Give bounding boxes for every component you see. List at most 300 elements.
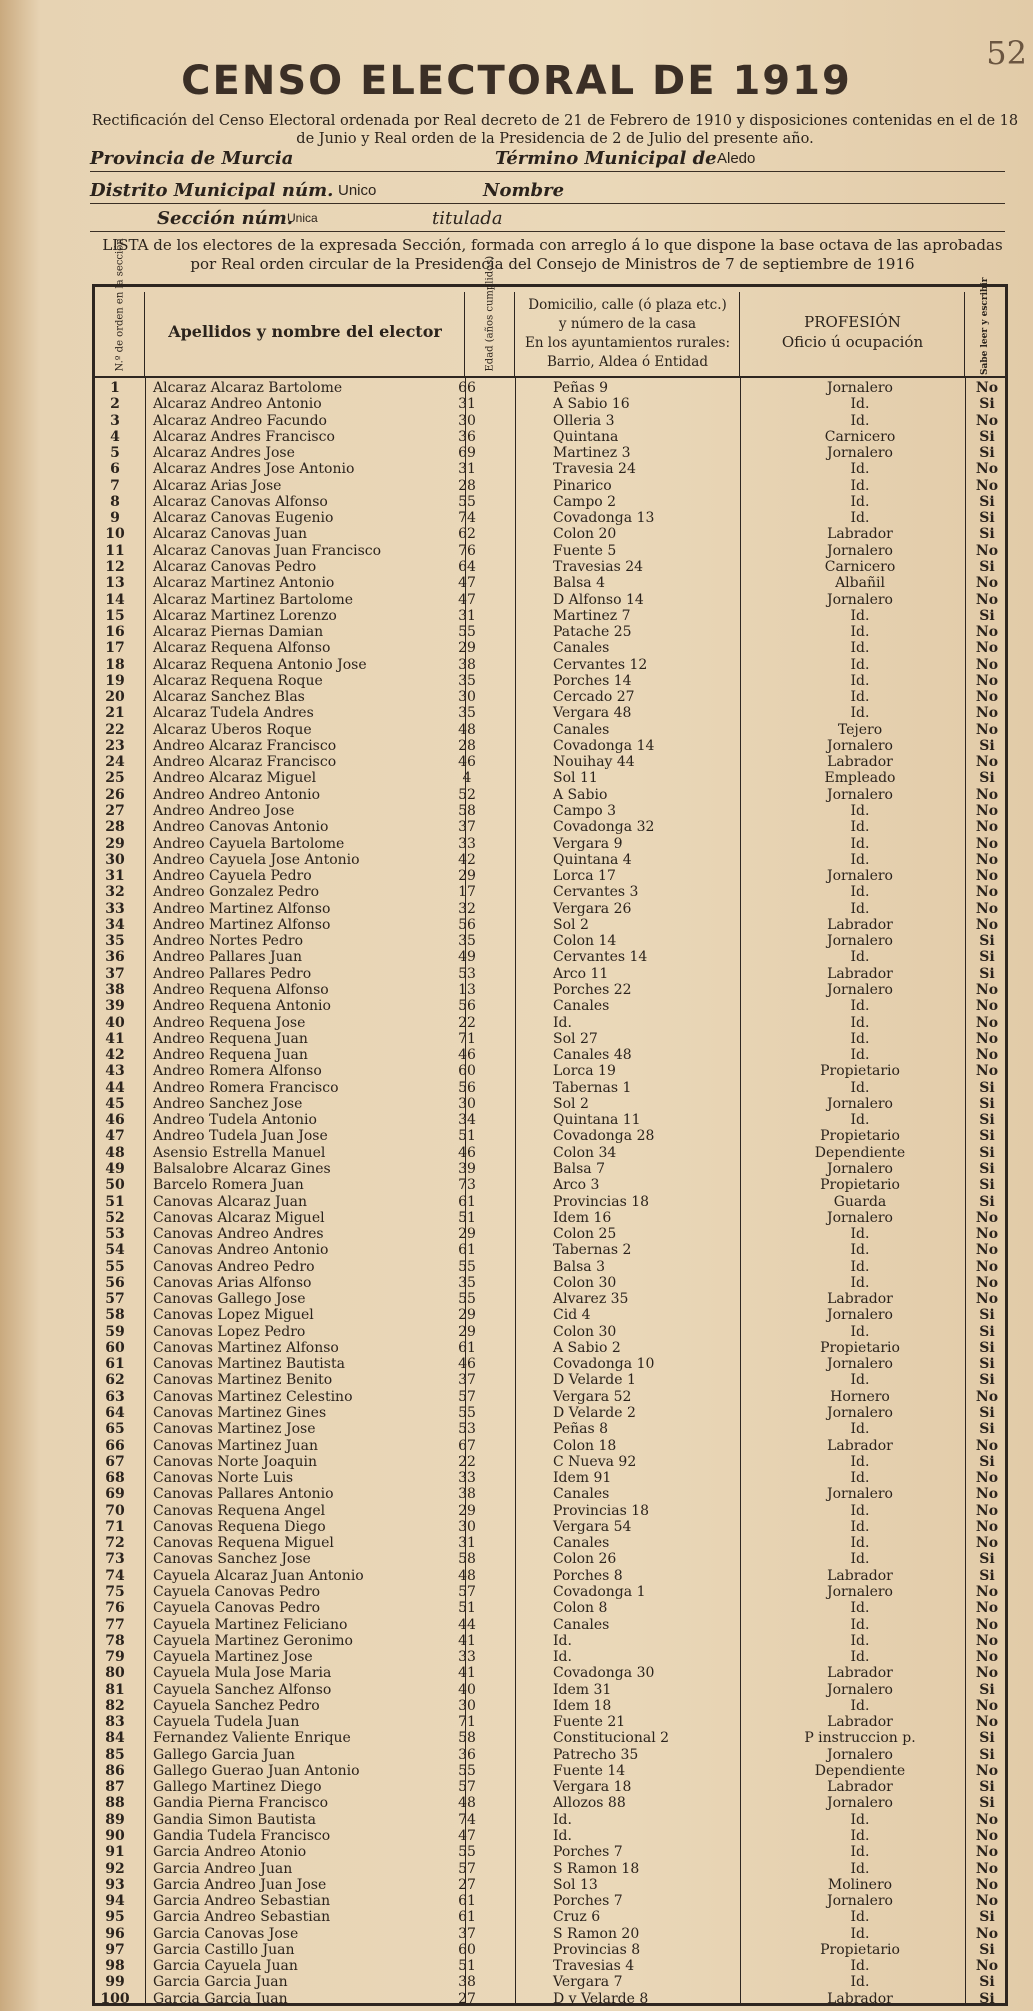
elector-profession: Id. [850, 396, 870, 413]
elector-age: 46 [458, 1144, 476, 1161]
elector-name: Alcaraz Requena Antonio Jose [153, 656, 367, 673]
elector-age: 35 [458, 1274, 476, 1291]
elector-age: 31 [458, 396, 476, 413]
elector-profession: Id. [850, 510, 870, 527]
table-row [95, 1600, 1005, 1616]
elector-name: Andreo Tudela Antonio [153, 1112, 317, 1129]
row-number: 66 [105, 1437, 125, 1454]
elector-age: 33 [458, 835, 476, 852]
elector-name: Garcia Castillo Juan [153, 1941, 295, 1958]
table-row [95, 966, 1005, 982]
row-number: 44 [105, 1079, 125, 1096]
elector-literacy: No [975, 1535, 999, 1552]
elector-profession: Jornalero [827, 1893, 893, 1910]
elector-literacy: No [975, 884, 999, 901]
elector-address: Id. [553, 1649, 572, 1666]
table-row [95, 1503, 1005, 1519]
table-row [95, 640, 1005, 656]
elector-address: Vergara 54 [553, 1518, 632, 1535]
elector-literacy: No [975, 1958, 999, 1975]
row-number: 76 [105, 1600, 125, 1617]
elector-literacy: No [975, 640, 999, 657]
elector-name: Canovas Martinez Gines [153, 1405, 327, 1421]
elector-name: Andreo Requena Antonio [153, 998, 331, 1015]
elector-address: Lorca 19 [553, 1063, 616, 1080]
elector-profession: Id. [850, 851, 870, 868]
row-number: 3 [110, 412, 120, 429]
elector-literacy: Si [979, 526, 995, 543]
row-number: 85 [105, 1746, 125, 1763]
row-number: 34 [105, 916, 125, 933]
elector-address: Vergara 52 [553, 1388, 632, 1405]
elector-name: Cayuela Canovas Pedro [153, 1600, 321, 1617]
table-row [95, 949, 1005, 965]
elector-profession: Labrador [827, 1665, 893, 1682]
elector-address: Sol 13 [553, 1876, 598, 1893]
elector-name: Alcaraz Requena Roque [153, 672, 323, 689]
header-name [145, 292, 465, 376]
table-row [95, 1128, 1005, 1144]
header-sabe-text: Sabe leer y escribir [980, 277, 990, 375]
elector-name: Canovas Lopez Pedro [153, 1323, 306, 1340]
elector-name: Garcia Andreo Atonio [153, 1844, 307, 1861]
elector-literacy: No [975, 1437, 999, 1454]
elector-age: 57 [458, 1860, 476, 1877]
row-number: 37 [105, 965, 125, 982]
table-row [95, 1372, 1005, 1388]
table-row [95, 917, 1005, 933]
elector-literacy: No [975, 916, 999, 933]
row-number: 64 [105, 1405, 125, 1421]
elector-profession: Labrador [827, 1291, 893, 1308]
table-row [95, 1421, 1005, 1437]
elector-address: Covadonga 30 [553, 1665, 655, 1682]
elector-age: 17 [458, 884, 476, 901]
elector-profession: Jornalero [827, 737, 893, 754]
elector-address: Idem 31 [553, 1681, 612, 1698]
elector-name: Canovas Requena Miguel [153, 1535, 334, 1552]
elector-age: 39 [458, 1160, 476, 1177]
elector-address: Balsa 7 [553, 1160, 606, 1177]
elector-profession: Jornalero [827, 1356, 893, 1373]
elector-profession: Id. [850, 461, 870, 478]
elector-profession: Id. [850, 1860, 870, 1877]
elector-literacy: No [975, 672, 999, 689]
elector-address: Id. [553, 1632, 572, 1649]
elector-age: 46 [458, 754, 476, 771]
elector-literacy: No [975, 1632, 999, 1649]
elector-profession: Jornalero [827, 1583, 893, 1600]
elector-address: Covadonga 28 [553, 1128, 655, 1145]
elector-profession: Propietario [820, 1063, 900, 1080]
elector-address: Provincias 18 [553, 1502, 650, 1519]
elector-address: S Ramon 20 [553, 1925, 640, 1942]
table-row [95, 1698, 1005, 1714]
elector-address: Canales 48 [553, 1047, 632, 1064]
table-row [95, 575, 1005, 591]
table-row [95, 836, 1005, 852]
table-row [95, 1161, 1005, 1177]
elector-name: Alcaraz Martinez Antonio [153, 575, 335, 592]
elector-profession: Id. [850, 1535, 870, 1552]
elector-name: Canovas Alcaraz Juan [153, 1193, 308, 1210]
elector-profession: Id. [850, 1828, 870, 1845]
elector-profession: Id. [850, 1502, 870, 1519]
elector-literacy: Si [979, 1356, 995, 1373]
elector-literacy: No [975, 1600, 999, 1617]
row-number: 90 [105, 1828, 125, 1845]
elector-age: 35 [458, 933, 476, 950]
table-row [95, 1535, 1005, 1551]
row-number: 43 [105, 1063, 125, 1080]
header-addr-line2: y número de la casa [558, 316, 697, 332]
elector-literacy: Si [979, 1307, 995, 1324]
elector-profession: Id. [850, 998, 870, 1015]
elector-name: Canovas Lopez Miguel [153, 1307, 314, 1324]
elector-age: 47 [458, 591, 476, 608]
table-row [95, 868, 1005, 884]
row-number: 60 [105, 1339, 125, 1356]
row-number: 50 [105, 1177, 125, 1194]
elector-age: 64 [458, 558, 476, 575]
elector-name: Garcia Garcia Juan [153, 1974, 288, 1991]
elector-literacy: Si [979, 1128, 995, 1145]
table-row [95, 998, 1005, 1014]
elector-literacy: No [975, 1226, 999, 1243]
elector-address: Covadonga 10 [553, 1356, 655, 1373]
elector-literacy: Si [979, 965, 995, 982]
row-number: 68 [105, 1470, 125, 1487]
intro-text: LISTA de los electores de la expresada Sección, formada con arreglo á lo que dispone la base octava de las aprobadas por Real orden circular de la Presidencia del Consejo de Ministros de 7 de septiembre de 1916 [102, 236, 1003, 273]
elector-name: Andreo Nortes Pedro [153, 933, 304, 950]
elector-profession: Propietario [820, 1128, 900, 1145]
elector-name: Gallego Guerao Juan Antonio [153, 1762, 360, 1779]
elector-profession: Jornalero [827, 1405, 893, 1421]
row-number: 8 [110, 493, 120, 510]
table-row [95, 1584, 1005, 1600]
elector-address: Cid 4 [553, 1307, 591, 1324]
distrito-label: Distrito Municipal núm. [90, 180, 334, 201]
distrito-value: Unico [338, 182, 377, 199]
table-row [95, 592, 1005, 608]
elector-address: Cervantes 14 [553, 949, 648, 966]
elector-address: Cruz 6 [553, 1909, 601, 1926]
elector-address: D y Velarde 8 [553, 1990, 649, 2007]
row-number: 4 [110, 428, 120, 445]
elector-literacy: No [975, 819, 999, 836]
elector-address: Cervantes 12 [553, 656, 648, 673]
elector-age: 57 [458, 1388, 476, 1405]
elector-profession: Propietario [820, 1339, 900, 1356]
table-row [95, 1812, 1005, 1828]
elector-name: Andreo Martinez Alfonso [153, 900, 331, 917]
elector-address: Vergara 18 [553, 1779, 632, 1796]
row-number: 86 [105, 1762, 125, 1779]
elector-address: Colon 14 [553, 933, 617, 950]
elector-profession: Tejero [837, 721, 883, 738]
elector-address: D Alfonso 14 [553, 591, 644, 608]
elector-age: 29 [458, 640, 476, 657]
row-number: 24 [105, 754, 125, 771]
provincia-row [90, 148, 1005, 170]
elector-age: 30 [458, 1095, 476, 1112]
elector-age: 32 [458, 900, 476, 917]
elector-address: Patache 25 [553, 624, 632, 641]
elector-address: Canales [553, 1535, 610, 1552]
elector-address: A Sabio 16 [553, 396, 630, 413]
page-title: CENSO ELECTORAL DE 1919 [181, 58, 852, 104]
elector-name: Andreo Alcaraz Miguel [153, 770, 317, 787]
row-number: 33 [105, 900, 125, 917]
row-number: 56 [105, 1274, 125, 1291]
elector-age: 48 [458, 721, 476, 738]
row-number: 20 [105, 689, 125, 706]
table-row [95, 559, 1005, 575]
elector-literacy: Si [979, 1144, 995, 1161]
elector-literacy: No [975, 575, 999, 592]
elector-profession: Id. [850, 624, 870, 641]
row-number: 73 [105, 1551, 125, 1568]
table-row [95, 1096, 1005, 1112]
elector-literacy: No [975, 1502, 999, 1519]
elector-age: 55 [458, 1405, 476, 1421]
elector-name: Andreo Andreo Jose [153, 803, 295, 820]
elector-address: Fuente 14 [553, 1762, 626, 1779]
elector-literacy: No [975, 1258, 999, 1275]
elector-literacy: No [975, 803, 999, 820]
row-number: 11 [105, 542, 125, 559]
elector-profession: Id. [850, 1372, 870, 1389]
elector-literacy: No [975, 1209, 999, 1226]
elector-name: Garcia Andreo Sebastian [153, 1893, 331, 1910]
elector-literacy: Si [979, 1193, 995, 1210]
row-number: 58 [105, 1307, 125, 1324]
elector-name: Canovas Martinez Juan [153, 1437, 318, 1454]
row-number: 78 [105, 1632, 125, 1649]
table-row [95, 1340, 1005, 1356]
header-age [465, 255, 515, 376]
elector-address: Colon 8 [553, 1600, 608, 1617]
row-number: 75 [105, 1583, 125, 1600]
elector-address: Balsa 3 [553, 1258, 606, 1275]
elector-profession: Propietario [820, 1941, 900, 1958]
elector-address: Sol 11 [553, 770, 598, 787]
elector-age: 34 [458, 1112, 476, 1129]
table-row [95, 461, 1005, 477]
elector-age: 30 [458, 689, 476, 706]
table-row [95, 1324, 1005, 1340]
row-number: 52 [105, 1209, 125, 1226]
elector-age: 71 [458, 1714, 476, 1731]
elector-address: Cercado 27 [553, 689, 635, 706]
elector-literacy: No [975, 1893, 999, 1910]
header-addr-text [515, 296, 740, 372]
row-number: 63 [105, 1388, 125, 1405]
divider [90, 231, 1005, 232]
elector-profession: Id. [850, 1047, 870, 1064]
table-row [95, 1877, 1005, 1893]
elector-profession: Labrador [827, 965, 893, 982]
elector-address: D Velarde 2 [553, 1405, 636, 1421]
elector-name: Alcaraz Uberos Roque [153, 721, 312, 738]
elector-address: Covadonga 1 [553, 1583, 646, 1600]
termino-value: Aledo [717, 150, 756, 167]
elector-name: Garcia Garcia Juan [153, 1990, 288, 2007]
elector-name: Fernandez Valiente Enrique [153, 1730, 351, 1747]
table-row [95, 1519, 1005, 1535]
table-row [95, 819, 1005, 835]
row-number: 23 [105, 737, 125, 754]
elector-address: Peñas 8 [553, 1421, 608, 1438]
elector-address: Peñas 9 [553, 380, 608, 396]
elector-literacy: No [975, 786, 999, 803]
header-num [95, 238, 145, 376]
header-addr-line4: Barrio, Aldea ó Entidad [547, 354, 708, 370]
table-row [95, 770, 1005, 786]
table-row [95, 526, 1005, 542]
elector-address: Allozos 88 [553, 1795, 626, 1812]
elector-literacy: No [975, 1860, 999, 1877]
elector-literacy: No [975, 1486, 999, 1503]
elector-profession: Id. [850, 1844, 870, 1861]
elector-literacy: No [975, 1583, 999, 1600]
nombre-label: Nombre [483, 180, 565, 201]
table-row [95, 429, 1005, 445]
elector-age: 49 [458, 949, 476, 966]
row-number: 18 [105, 656, 125, 673]
elector-age: 22 [458, 1014, 476, 1031]
elector-literacy: Si [979, 1339, 995, 1356]
elector-literacy: No [975, 1014, 999, 1031]
elector-age: 53 [458, 1421, 476, 1438]
elector-age: 38 [458, 1974, 476, 1991]
elector-age: 74 [458, 1811, 476, 1828]
table-row [95, 1568, 1005, 1584]
row-number: 1 [110, 380, 120, 396]
elector-age: 55 [458, 624, 476, 641]
row-number: 98 [105, 1958, 125, 1975]
elector-literacy: Si [979, 1974, 995, 1991]
elector-age: 51 [458, 1128, 476, 1145]
table-row [95, 884, 1005, 900]
row-number: 30 [105, 851, 125, 868]
elector-literacy: Si [979, 558, 995, 575]
elector-name: Gandia Simon Bautista [153, 1811, 316, 1828]
elector-literacy: No [975, 1274, 999, 1291]
elector-address: A Sabio [553, 786, 608, 803]
elector-name: Andreo Cayuela Bartolome [153, 835, 345, 852]
row-number: 88 [105, 1795, 125, 1812]
elector-address: Id. [553, 1828, 572, 1845]
elector-address: Canales [553, 721, 610, 738]
elector-profession: Albañil [835, 575, 885, 592]
table-row [95, 1942, 1005, 1958]
elector-address: Canales [553, 998, 610, 1015]
elector-address: Campo 2 [553, 493, 617, 510]
row-number: 83 [105, 1714, 125, 1731]
elector-profession: Id. [850, 477, 870, 494]
row-number: 2 [110, 396, 120, 413]
table-row [95, 413, 1005, 429]
row-number: 77 [105, 1616, 125, 1633]
elector-age: 28 [458, 737, 476, 754]
elector-literacy: No [975, 1242, 999, 1259]
table-row [95, 396, 1005, 412]
row-number: 81 [105, 1681, 125, 1698]
table-row [95, 1730, 1005, 1746]
row-number: 51 [105, 1193, 125, 1210]
elector-literacy: Si [979, 1095, 995, 1112]
elector-name: Cayuela Martinez Jose [153, 1649, 313, 1666]
elector-age: 56 [458, 916, 476, 933]
table-row [95, 1714, 1005, 1730]
row-number: 92 [105, 1860, 125, 1877]
row-number: 67 [105, 1453, 125, 1470]
elector-age: 31 [458, 1535, 476, 1552]
elector-age: 31 [458, 607, 476, 624]
elector-address: Fuente 21 [553, 1714, 626, 1731]
elector-age: 58 [458, 803, 476, 820]
header-addr [515, 292, 740, 376]
elector-profession: Labrador [827, 754, 893, 771]
elector-age: 36 [458, 1746, 476, 1763]
elector-profession: Jornalero [827, 981, 893, 998]
table-row [95, 1356, 1005, 1372]
elector-literacy: Si [979, 1323, 995, 1340]
elector-name: Garcia Andreo Sebastian [153, 1909, 331, 1926]
elector-literacy: No [975, 1828, 999, 1845]
header-prof-text [740, 312, 965, 352]
elector-address: Quintana [553, 428, 619, 445]
elector-literacy: No [975, 900, 999, 917]
table-row [95, 1617, 1005, 1633]
elector-literacy: No [975, 1518, 999, 1535]
elector-address: Covadonga 32 [553, 819, 655, 836]
elector-literacy: Si [979, 737, 995, 754]
elector-profession: Id. [850, 803, 870, 820]
elector-literacy: No [975, 868, 999, 885]
table-row [95, 1454, 1005, 1470]
elector-profession: Labrador [827, 1567, 893, 1584]
elector-age: 55 [458, 1844, 476, 1861]
elector-literacy: Si [979, 933, 995, 950]
elector-address: Quintana 4 [553, 851, 632, 868]
elector-literacy: No [975, 1714, 999, 1731]
elector-address: Vergara 7 [553, 1974, 623, 1991]
elector-literacy: Si [979, 510, 995, 527]
elector-profession: Id. [850, 1616, 870, 1633]
elector-literacy: No [975, 851, 999, 868]
row-number: 27 [105, 803, 125, 820]
elector-profession: Id. [850, 835, 870, 852]
elector-age: 27 [458, 1876, 476, 1893]
elector-age: 29 [458, 868, 476, 885]
elector-literacy: Si [979, 1112, 995, 1129]
elector-name: Andreo Andreo Antonio [153, 786, 320, 803]
row-number: 7 [110, 477, 120, 494]
row-number: 84 [105, 1730, 125, 1747]
header-age-text: Edad (años cumplidos) [484, 255, 496, 372]
header-prof-line1: PROFESIÓN [804, 313, 901, 331]
table-row [95, 624, 1005, 640]
elector-age: 69 [458, 445, 476, 462]
row-number: 96 [105, 1925, 125, 1942]
table-row [95, 982, 1005, 998]
elector-name: Canovas Andreo Pedro [153, 1258, 315, 1275]
elector-address: Colon 26 [553, 1551, 617, 1568]
table-row [95, 1779, 1005, 1795]
elector-age: 73 [458, 1177, 476, 1194]
